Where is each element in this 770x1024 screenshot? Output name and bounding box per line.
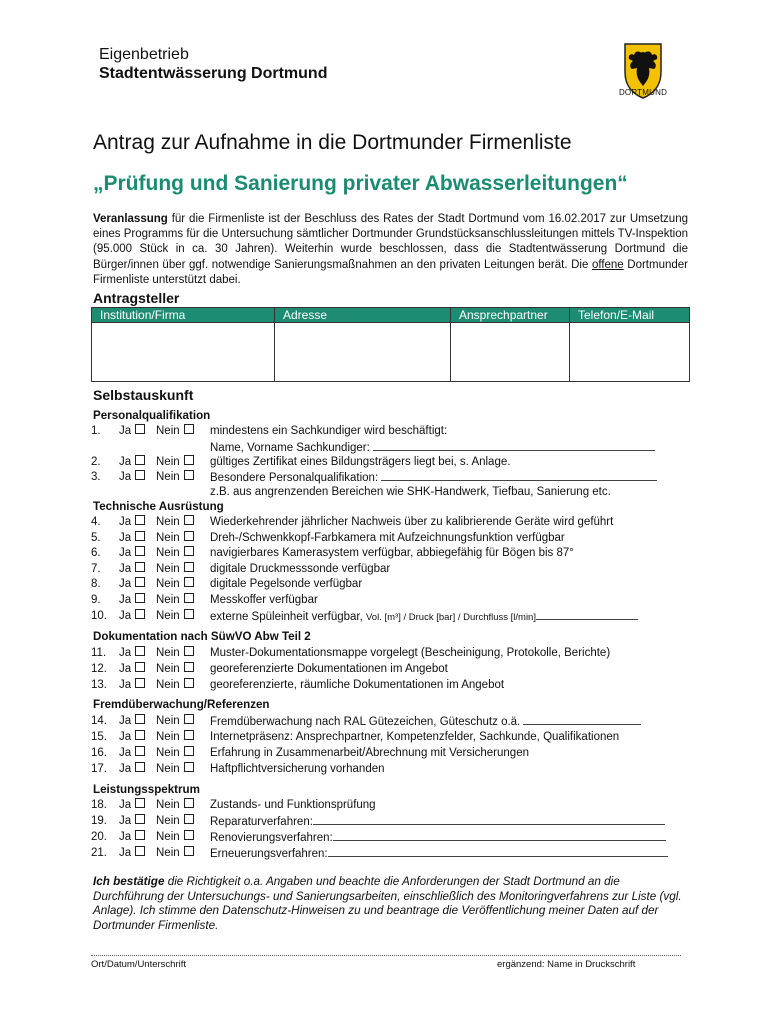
no-checkbox[interactable] — [184, 470, 194, 480]
question-row: 14. Ja Nein Fremdüberwachung nach RAL Gütezeichen, Güteschutz o.ä. — [91, 713, 691, 729]
yes-checkbox[interactable] — [135, 470, 145, 480]
question-row: 21. Ja Nein Erneuerungsverfahren: — [91, 845, 691, 861]
yes-checkbox[interactable] — [135, 577, 145, 587]
no-option[interactable]: Nein — [156, 530, 194, 546]
question-row: 18. Ja Nein Zustands- und Funktionsprüfung — [91, 799, 376, 811]
yes-option[interactable]: Ja — [119, 530, 145, 546]
no-option[interactable]: Nein — [156, 713, 194, 729]
group-title-dokumentation: Dokumentation nach SüwVO Abw Teil 2 — [93, 630, 311, 643]
intro-underlined: offene — [591, 258, 624, 271]
no-checkbox[interactable] — [184, 846, 194, 856]
question-row: 2. Ja Nein gültiges Zertifikat eines Bildungsträgers liegt bei, s. Anlage. — [91, 456, 511, 468]
column-header-ansprechpartner: Ansprechpartner — [451, 308, 570, 323]
question-row: 1. Ja Nein mindestens ein Sachkundiger wird beschäftigt: — [91, 425, 448, 437]
no-option[interactable]: Nein — [156, 745, 194, 761]
yes-option[interactable]: Ja — [119, 829, 145, 845]
yes-option[interactable]: Ja — [119, 813, 145, 829]
question-row: 7. Ja Nein digitale Druckmesssonde verfügbar — [91, 563, 391, 575]
confirmation-text: die Richtigkeit o.a. Angaben und beachte die Anforderungen der Stadt Dortmund an die Durchführung der Untersuchungs- und Sanierungsarbeiten, einschließlich des Monitoringverfahrens zur Liste (vgl. Anlage). Ich stimme den Datenschutz-Hinweisen zu und beantrage die Veröffentlichung meiner Daten auf der Dortmunder Firmenliste. — [93, 875, 682, 932]
yes-checkbox[interactable] — [135, 646, 145, 656]
no-option[interactable]: Nein — [156, 423, 194, 439]
org-name-line1: Eigenbetrieb — [99, 46, 189, 63]
no-checkbox[interactable] — [184, 424, 194, 434]
yes-checkbox[interactable] — [135, 562, 145, 572]
no-checkbox[interactable] — [184, 714, 194, 724]
column-header-institution: Institution/Firma — [92, 308, 275, 323]
question-row: 6. Ja Nein navigierbares Kamerasystem verfügbar, abbiegefähig für Bögen bis 87° — [91, 547, 574, 559]
question-row: 19. Ja Nein Reparaturverfahren: — [91, 813, 691, 829]
intro-text-2: Dortmunder Firmenliste unterstützt dabei. — [93, 258, 688, 286]
yes-option[interactable]: Ja — [119, 608, 145, 624]
yes-checkbox[interactable] — [135, 609, 145, 619]
page-subtitle: „Prüfung und Sanierung privater Abwasserleitungen“ — [93, 172, 628, 195]
question-row: 5. Ja Nein Dreh-/Schwenkkopf-Farbkamera mit Aufzeichnungsfunktion verfügbar — [91, 532, 565, 544]
yes-option[interactable]: Ja — [119, 845, 145, 861]
no-checkbox[interactable] — [184, 798, 194, 808]
no-option[interactable]: Nein — [156, 645, 194, 661]
yes-checkbox[interactable] — [135, 714, 145, 724]
no-checkbox[interactable] — [184, 646, 194, 656]
fill-in-line[interactable] — [333, 829, 666, 841]
yes-checkbox[interactable] — [135, 678, 145, 688]
question-row: 12. Ja Nein georeferenzierte Dokumentationen im Angebot — [91, 663, 448, 675]
question-subrow: z.B. aus angrenzenden Bereichen wie SHK-Handwerk, Tiefbau, Sanierung etc. — [210, 486, 611, 498]
yes-checkbox[interactable] — [135, 455, 145, 465]
yes-option[interactable]: Ja — [119, 454, 145, 470]
yes-option[interactable]: Ja — [119, 645, 145, 661]
yes-checkbox[interactable] — [135, 798, 145, 808]
question-row: 15. Ja Nein Internetpräsenz: Ansprechpartner, Kompetenzfelder, Sachkunde, Qualifikationen — [91, 731, 620, 743]
fill-in-line[interactable] — [523, 713, 641, 725]
yes-option[interactable]: Ja — [119, 561, 145, 577]
input-cell-adresse[interactable] — [275, 323, 451, 382]
question-row: 8. Ja Nein digitale Pegelsonde verfügbar — [91, 578, 363, 590]
yes-checkbox[interactable] — [135, 662, 145, 672]
yes-checkbox[interactable] — [135, 546, 145, 556]
no-checkbox[interactable] — [184, 515, 194, 525]
yes-checkbox[interactable] — [135, 730, 145, 740]
no-option[interactable]: Nein — [156, 514, 194, 530]
no-option[interactable]: Nein — [156, 454, 194, 470]
no-option[interactable]: Nein — [156, 576, 194, 592]
no-option[interactable]: Nein — [156, 661, 194, 677]
section-heading-selbstauskunft: Selbstauskunft — [93, 387, 194, 403]
no-checkbox[interactable] — [184, 562, 194, 572]
yes-option[interactable]: Ja — [119, 661, 145, 677]
yes-checkbox[interactable] — [135, 531, 145, 541]
question-row: 10. Ja Nein externe Spüleinheit verfügbar, Vol. [m³] / Druck [bar] / Durchfluss [l/min] — [91, 608, 691, 624]
no-option[interactable]: Nein — [156, 608, 194, 624]
page-title: Antrag zur Aufnahme in die Dortmunder Firmenliste — [93, 131, 572, 154]
yes-option[interactable]: Ja — [119, 713, 145, 729]
yes-checkbox[interactable] — [135, 814, 145, 824]
yes-checkbox[interactable] — [135, 515, 145, 525]
intro-bold: Veranlassung — [93, 213, 168, 225]
fill-in-line[interactable] — [328, 845, 668, 857]
question-row: 20. Ja Nein Renovierungsverfahren: — [91, 829, 691, 845]
intro-text-1: für die Firmenliste ist der Beschluss des Rates der Stadt Dortmund vom 16.02.2017 zur Umsetzung eines Programms für die Untersuchung sämtlicher Dortmunder Grundstücksanschlussleitungen mittels TV-Inspektion (95.000 Stück in ca. 30 Jahren). Weiterhin wurde beschlossen, dass die Stadtentwässerung Dortmund die Bürger/innen über ggf. notwendige Sanierungsmaßnahmen an den privaten Leitungen berät. Die — [93, 213, 688, 271]
group-title-technik: Technische Ausrüstung — [93, 500, 224, 513]
yes-option[interactable]: Ja — [119, 761, 145, 777]
no-checkbox[interactable] — [184, 814, 194, 824]
yes-option[interactable]: Ja — [119, 592, 145, 608]
question-row: 16. Ja Nein Erfahrung in Zusammenarbeit/Abrechnung mit Versicherungen — [91, 747, 529, 759]
no-option[interactable]: Nein — [156, 561, 194, 577]
question-row: 17. Ja Nein Haftpflichtversicherung vorhanden — [91, 763, 385, 775]
question-row: 4. Ja Nein Wiederkehrender jährlicher Nachweis über zu kalibrierende Geräte wird geführt — [91, 516, 614, 528]
yes-option[interactable]: Ja — [119, 576, 145, 592]
yes-checkbox[interactable] — [135, 830, 145, 840]
logo-wordmark: DORTMUND — [618, 88, 668, 97]
signature-label-left: Ort/Datum/Unterschrift — [91, 959, 187, 970]
fill-in-line[interactable] — [313, 813, 665, 825]
yes-option[interactable]: Ja — [119, 545, 145, 561]
question-subrow: Name, Vorname Sachkundiger: — [91, 439, 691, 455]
yes-option[interactable]: Ja — [119, 514, 145, 530]
group-title-fremdueberwachung: Fremdüberwachung/Referenzen — [93, 698, 270, 711]
no-option[interactable]: Nein — [156, 761, 194, 777]
no-checkbox[interactable] — [184, 609, 194, 619]
yes-checkbox[interactable] — [135, 762, 145, 772]
applicant-table — [91, 307, 690, 382]
yes-option[interactable]: Ja — [119, 745, 145, 761]
no-checkbox[interactable] — [184, 546, 194, 556]
no-option[interactable]: Nein — [156, 813, 194, 829]
yes-checkbox[interactable] — [135, 424, 145, 434]
question-row: 9. Ja Nein Messkoffer verfügbar — [91, 594, 318, 606]
intro-paragraph — [93, 212, 688, 288]
no-checkbox[interactable] — [184, 593, 194, 603]
no-checkbox[interactable] — [184, 678, 194, 688]
no-option[interactable]: Nein — [156, 677, 194, 693]
yes-option[interactable]: Ja — [119, 423, 145, 439]
no-option[interactable]: Nein — [156, 829, 194, 845]
yes-checkbox[interactable] — [135, 846, 145, 856]
no-option[interactable]: Nein — [156, 545, 194, 561]
no-option[interactable]: Nein — [156, 592, 194, 608]
no-checkbox[interactable] — [184, 455, 194, 465]
fill-in-line[interactable] — [536, 608, 638, 620]
yes-option[interactable]: Ja — [119, 729, 145, 745]
no-option[interactable]: Nein — [156, 469, 194, 485]
no-checkbox[interactable] — [184, 577, 194, 587]
input-cell-telefon[interactable] — [570, 323, 690, 382]
question-row: 3. Ja Nein Besondere Personalqualifikation: — [91, 469, 691, 485]
yes-checkbox[interactable] — [135, 746, 145, 756]
yes-option[interactable]: Ja — [119, 797, 145, 813]
yes-checkbox[interactable] — [135, 593, 145, 603]
org-name-line2: Stadtentwässerung Dortmund — [99, 65, 328, 82]
question-row: 11. Ja Nein Muster-Dokumentationsmappe vorgelegt (Bescheinigung, Protokolle, Berichte) — [91, 647, 611, 659]
input-cell-institution[interactable] — [92, 323, 275, 382]
input-cell-ansprechpartner[interactable] — [451, 323, 570, 382]
no-checkbox[interactable] — [184, 531, 194, 541]
column-header-telefon: Telefon/E-Mail — [570, 308, 690, 323]
question-row: 13. Ja Nein georeferenzierte, räumliche Dokumentationen im Angebot — [91, 679, 505, 691]
no-checkbox[interactable] — [184, 662, 194, 672]
no-option[interactable]: Nein — [156, 797, 194, 813]
no-checkbox[interactable] — [184, 762, 194, 772]
section-heading-antragsteller: Antragsteller — [93, 290, 180, 306]
signature-line[interactable] — [91, 955, 681, 956]
fill-in-line[interactable] — [373, 439, 655, 451]
no-checkbox[interactable] — [184, 830, 194, 840]
column-header-adresse: Adresse — [275, 308, 451, 323]
no-checkbox[interactable] — [184, 746, 194, 756]
confirmation-bold: Ich bestätige — [93, 875, 165, 888]
yes-option[interactable]: Ja — [119, 469, 145, 485]
group-title-leistungsspektrum: Leistungsspektrum — [93, 783, 200, 796]
no-checkbox[interactable] — [184, 730, 194, 740]
fill-in-line[interactable] — [381, 469, 657, 481]
yes-option[interactable]: Ja — [119, 677, 145, 693]
confirmation-paragraph — [93, 875, 693, 933]
signature-label-right: ergänzend: Name in Druckschrift — [497, 959, 636, 970]
group-title-personal: Personalqualifikation — [93, 409, 211, 422]
no-option[interactable]: Nein — [156, 729, 194, 745]
no-option[interactable]: Nein — [156, 845, 194, 861]
